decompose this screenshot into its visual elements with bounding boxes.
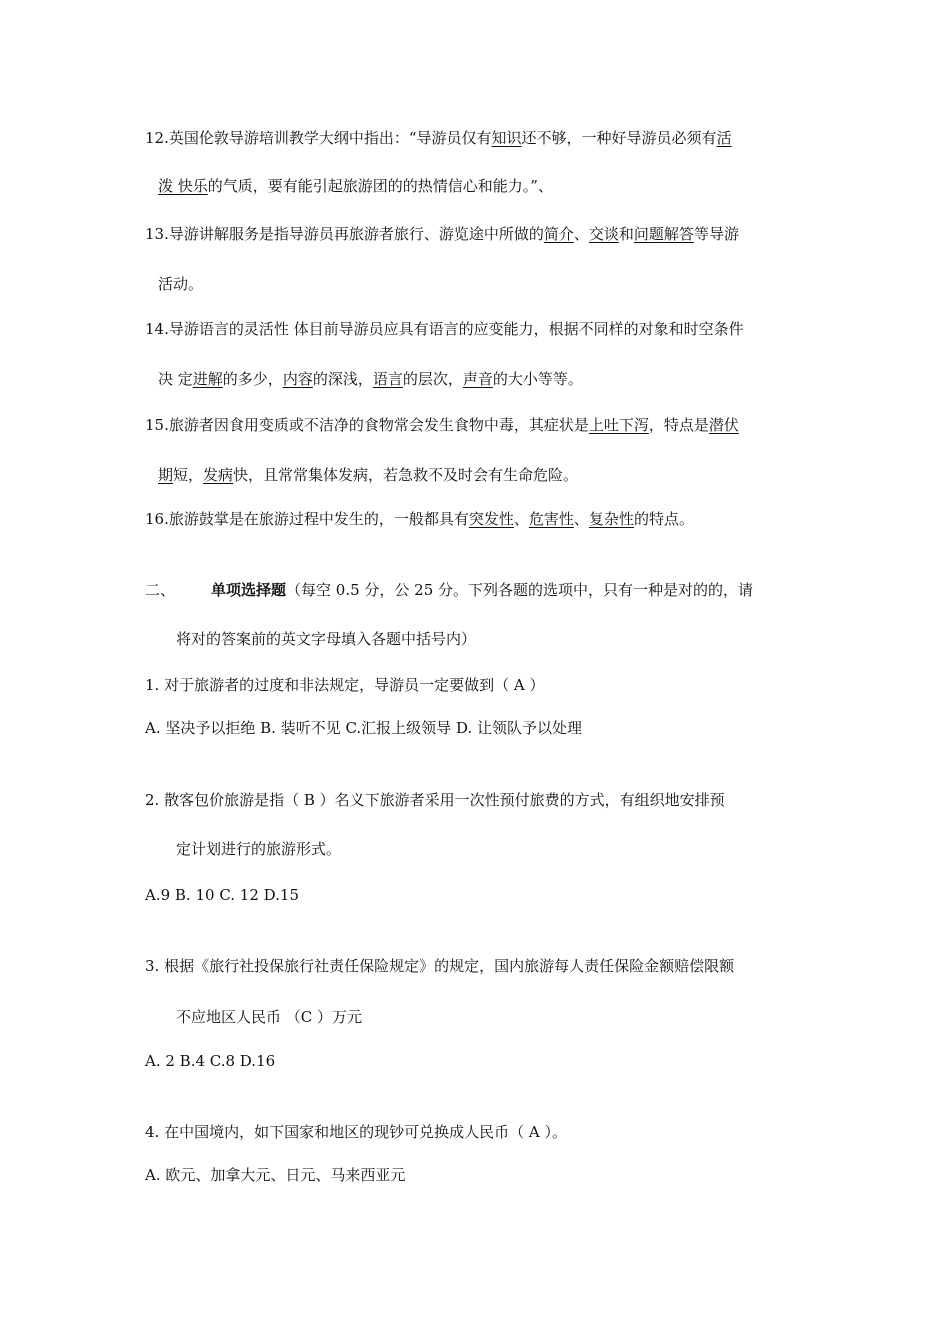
section-number: 二、 [145,581,176,599]
answer-blank: 进解 [192,370,223,388]
answer-blank: 突发性 [468,510,514,528]
q14-line-2: 决 定进解的多少，内容的深浅，语言的层次，声音的大小等等。 [158,370,583,388]
mcq-2-question-line-2: 定计划进行的旅游形式。 [176,840,342,858]
answer-blank: 上吐下泻 [588,416,649,434]
answer-blank: 潜伏 [708,416,739,434]
q12-line-2: 泼 快乐的气质，要有能引起旅游团的的热情信心和能力。”、 [158,177,553,195]
answer-blank: 泼 快乐 [158,177,208,195]
section-instructions-line-2: 将对的答案前的英文字母填入各题中括号内） [176,630,477,648]
mcq-4-question: 4. 在中国境内，如下国家和地区的现钞可兑换成人民币（ A ）。 [145,1123,567,1141]
answer-blank: 内容 [282,370,313,388]
q16-line: 16.旅游鼓掌是在旅游过程中发生的，一般都具有突发性、危害性、复杂性的特点。 [145,510,694,528]
mcq-1-options: A. 坚决予以拒绝 B. 装听不见 C.汇报上级领导 D. 让领队予以处理 [145,719,582,737]
q13-line-2: 活动。 [158,275,204,293]
answer-blank: 期 [158,466,174,484]
mcq-2-question: 2. 散客包价旅游是指（ B ）名义下旅游者采用一次性预付旅费的方式，有组织地安排预 [145,791,725,809]
q15-line-1: 15.旅游者因食用变质或不洁净的食物常会发生食物中毒，其症状是上吐下泻，特点是潜伏 [145,416,739,434]
q12-line-1: 12.英国伦敦导游培训教学大纲中指出：“导游员仅有知识还不够，一种好导游员必须有活 [145,129,732,147]
mcq-1-question: 1. 对于旅游者的过度和非法规定，导游员一定要做到（ A ） [145,676,545,694]
section-instructions: （每空 0.5 分，公 25 分。下列各题的选项中，只有一种是对的的，请 [286,581,754,599]
section-title: 单项选择题 [211,581,287,599]
answer-blank: 简介 [543,225,574,243]
mcq-3-question-line-2: 不应地区人民币 （C ）万元 [176,1008,363,1026]
answer-blank: 交谈 [588,225,619,243]
mcq-4-option-a: A. 欧元、加拿大元、日元、马来西亚元 [145,1166,406,1184]
mcq-2-options: A.9 B. 10 C. 12 D.15 [145,886,300,904]
answer-blank: 活 [716,129,732,147]
answer-blank: 危害性 [528,510,574,528]
answer-blank: 声音 [462,370,493,388]
answer-blank: 发病 [203,466,234,484]
q14-line-1: 14.导游语言的灵活性 体目前导游员应具有语言的应变能力，根据不同样的对象和时空条件 [145,320,744,338]
answer-blank: 知识 [491,129,522,147]
section-2-heading [145,579,807,601]
answer-blank: 复杂性 [588,510,634,528]
q15-line-2: 期短，发病快，且常常集体发病，若急救不及时会有生命危险。 [158,466,579,484]
mcq-3-question: 3. 根据《旅行社投保旅行社责任保险规定》的规定，国内旅游每人责任保险金额赔偿限额 [145,957,735,975]
answer-blank: 语言 [372,370,403,388]
answer-blank: 问题解答 [633,225,694,243]
q13-line-1: 13.导游讲解服务是指导游员再旅游者旅行、游览途中所做的简介、交谈和问题解答等导游 [145,225,739,243]
mcq-3-options: A. 2 B.4 C.8 D.16 [145,1052,276,1070]
